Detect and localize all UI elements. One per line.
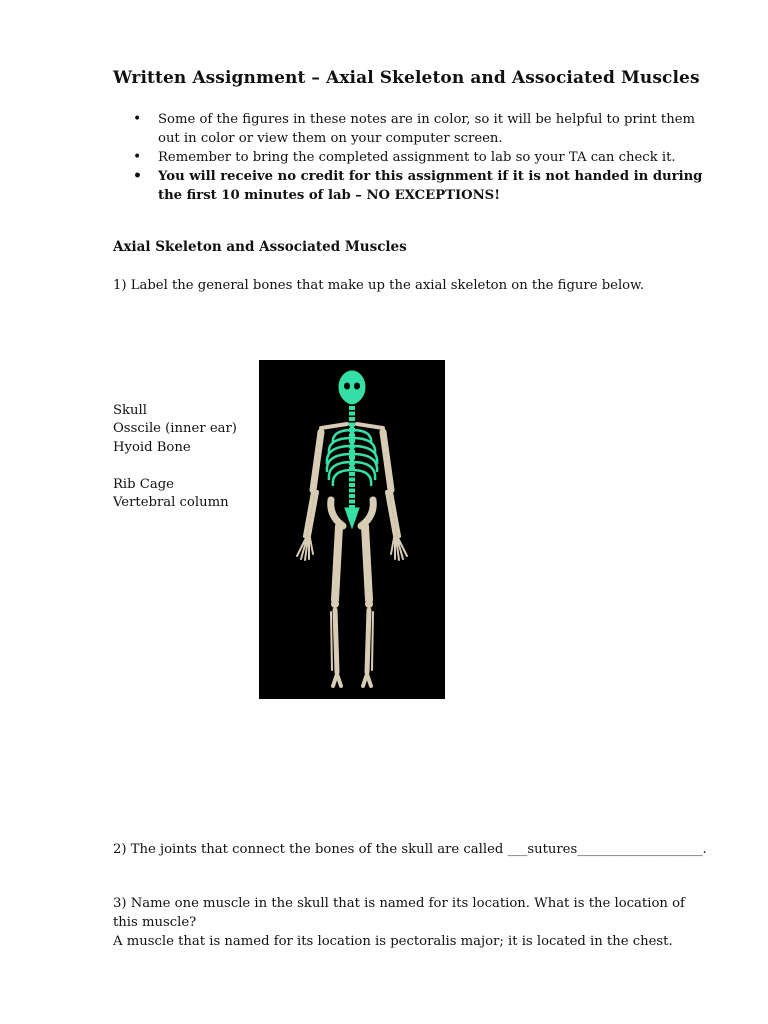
axial-skeleton (327, 371, 377, 528)
instruction-list (113, 110, 713, 205)
answer-sutures: sutures (527, 842, 578, 857)
answer-blank-lead: ___ (507, 842, 528, 857)
question-1: 1) Label the general bones that make up the axial skeleton on the figure below. (113, 278, 645, 293)
question-2 (113, 840, 713, 859)
section-heading: Axial Skeleton and Associated Muscles (113, 239, 407, 255)
bone-label-rib-cage: Rib Cage (113, 476, 174, 492)
bone-label-list (113, 402, 237, 512)
skeleton-illustration (259, 360, 445, 699)
question-3 (113, 894, 713, 951)
page-title: Written Assignment – Axial Skeleton and Associated Muscles (113, 68, 700, 88)
question-2-text: 2) The joints that connect the bones of the skull are called (113, 842, 508, 857)
skeleton-figure (259, 360, 445, 699)
bone-label-skull: Skull (113, 403, 147, 418)
question-3-text: 3) Name one muscle in the skull that is named for its location. What is the location of this muscle? (113, 896, 685, 930)
instruction-item-warning: • You will receive no credit for this assignment if it is not handed in during the first 10 minutes of lab – NO EXCEPTIONS! (113, 167, 713, 205)
bone-label-hyoid: Hyoid Bone (113, 439, 191, 455)
bone-label-osscile: Osscile (inner ear) (113, 421, 237, 437)
answer-blank-trail: ___________________ (577, 842, 703, 857)
question-3-answer: A muscle that is named for its location is pectoralis major; it is located in the chest. (113, 934, 673, 949)
instruction-item: • Some of the figures in these notes are in color, so it will be helpful to print them out in color or view them on your computer screen. (113, 110, 713, 148)
bone-label-vertebral-column: Vertebral column (113, 495, 229, 511)
instruction-item: • Remember to bring the completed assignment to lab so your TA can check it. (113, 148, 713, 167)
question-2-period: . (702, 842, 707, 857)
